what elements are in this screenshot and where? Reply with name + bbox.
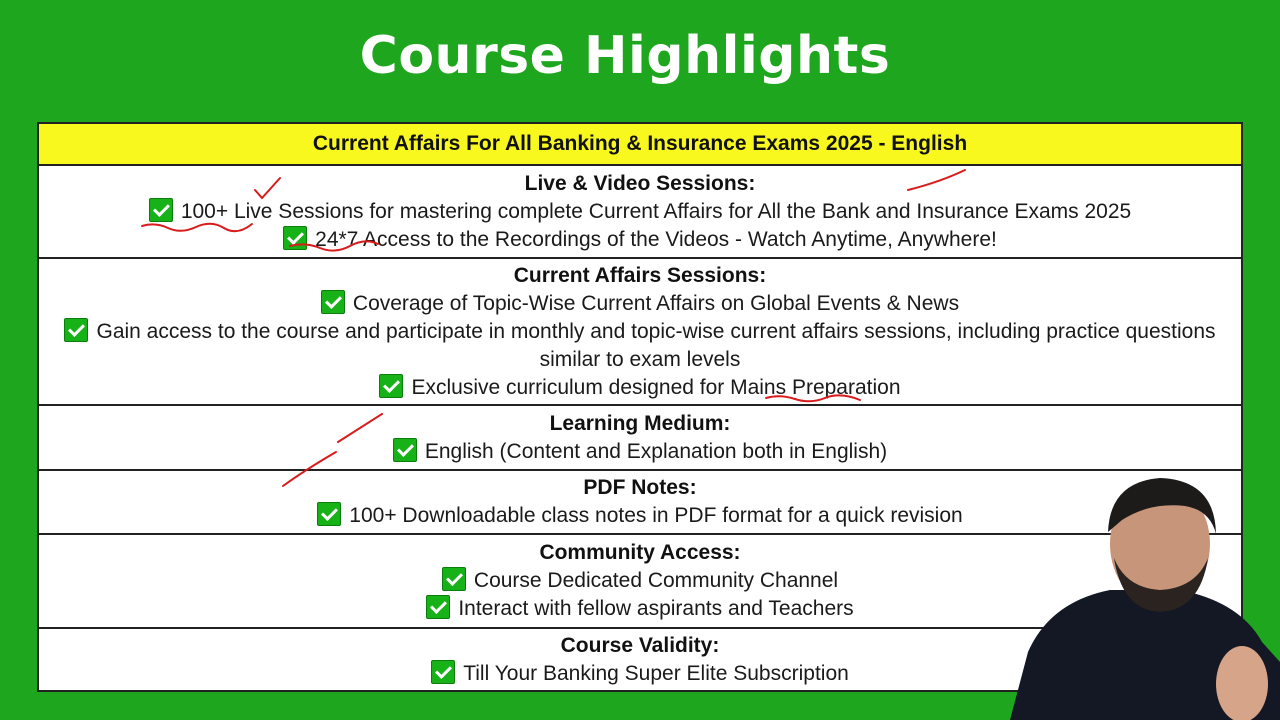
list-item: Exclusive curriculum designed for Mains Preparation: [379, 374, 900, 402]
check-box-icon: [283, 226, 307, 250]
list-item: Gain access to the course and participate in monthly and topic-wise current affairs sessions, including practice questions similar to exam levels: [53, 318, 1227, 374]
section-title: Current Affairs Sessions:: [513, 263, 767, 287]
page-title: Course Highlights: [359, 26, 891, 86]
section-title: Community Access:: [539, 541, 741, 564]
section-title: Live & Video Sessions:: [524, 171, 756, 195]
check-box-icon: [393, 438, 417, 462]
check-box-icon: [426, 595, 450, 619]
list-item: 24*7 Access to the Recordings of the Videos - Watch Anytime, Anywhere!: [283, 226, 997, 254]
check-box-icon: [431, 660, 455, 684]
list-item: 100+ Live Sessions for mastering complete Current Affairs for All the Bank and Insurance Exams 2025: [149, 198, 1131, 226]
list-item: Course Dedicated Community Channel: [442, 567, 838, 595]
check-box-icon: [379, 374, 403, 398]
check-box-icon: [321, 290, 345, 314]
check-box-icon: [149, 198, 173, 222]
section-title: PDF Notes:: [583, 476, 697, 499]
list-item: Coverage of Topic-Wise Current Affairs on Global Events & News: [321, 290, 959, 318]
check-box-icon: [317, 502, 341, 526]
list-item: Till Your Banking Super Elite Subscription: [431, 660, 849, 688]
check-box-icon: [64, 318, 88, 342]
list-item: Interact with fellow aspirants and Teachers: [426, 595, 853, 623]
section-live-video: [39, 166, 1241, 259]
list-item: 100+ Downloadable class notes in PDF format for a quick revision: [317, 502, 962, 530]
section-current-affairs: [39, 259, 1241, 406]
list-item: English (Content and Explanation both in English): [393, 438, 887, 466]
check-box-icon: [442, 567, 466, 591]
presenter-video-overlay: [1010, 462, 1280, 720]
course-title: Current Affairs For All Banking & Insurance Exams 2025 - English: [39, 124, 1241, 166]
section-title: Learning Medium:: [549, 411, 731, 435]
section-title: Course Validity:: [560, 633, 720, 657]
